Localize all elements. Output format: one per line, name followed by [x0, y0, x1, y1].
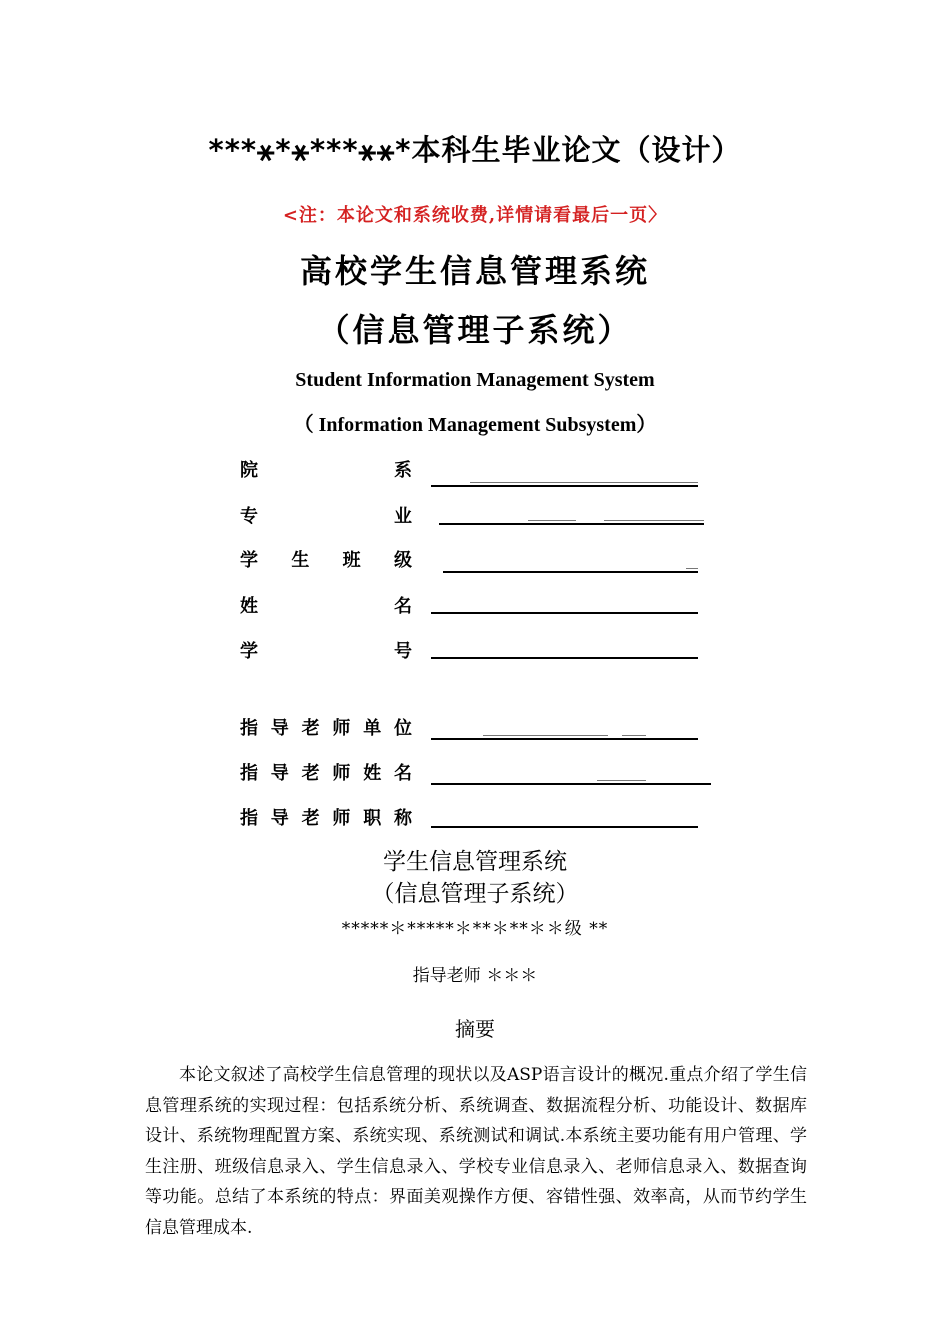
field-line-advisor-name[interactable]: [431, 783, 711, 785]
field-label-department: 院 系: [240, 460, 412, 481]
field-line-advisor-unit-mark-2: [622, 735, 646, 736]
abstract-title: 摘要: [455, 1017, 495, 1041]
field-line-advisor-unit-mark-1: [483, 735, 608, 736]
field-line-class[interactable]: [443, 571, 698, 573]
field-label-student-id: 学 号: [240, 641, 412, 662]
author-line: *****＊*****＊**＊**＊＊级 **: [341, 919, 609, 939]
cover-title-en: Student Information Management System: [295, 369, 655, 391]
field-label-name: 姓 名: [240, 596, 412, 617]
thesis-header-title: ***⚹*⚹***⚹⚹*本科生毕业论文（设计）: [208, 133, 742, 167]
field-label-advisor-unit: 指 导 老 师 单 位: [240, 718, 412, 739]
fee-note: <注：本论文和系统收费,详情请看最后一页〉: [282, 205, 668, 226]
field-line-advisor-unit[interactable]: [431, 738, 698, 740]
field-line-advisor-name-mark: [597, 780, 646, 781]
body-title: 学生信息管理系统: [383, 849, 567, 875]
field-label-advisor-name: 指 导 老 师 姓 名: [240, 763, 412, 784]
field-line-student-id[interactable]: [431, 657, 698, 659]
abstract-text: 本论文叙述了高校学生信息管理的现状以及ASP语言设计的概况.重点介绍了学生信息管理系统的实现过程：包括系统分析、系统调查、数据流程分析、功能设计、数据库设计、系统物理配置方案、系统实现、系统测试和调试.本系统主要功能有用户管理、学生注册、班级信息录入、学生信息录入、学校专业信息录入、老师信息录入、数据查询等功能。总结了本系统的特点：界面美观操作方便、容错性强、效率高，从而节约学生信息管理成本.: [145, 1065, 807, 1238]
field-line-department[interactable]: [431, 485, 698, 487]
cover-title-cn: 高校学生信息管理系统: [299, 252, 650, 290]
field-line-department-mark: [470, 482, 698, 483]
field-label-class: 学 生 班 级: [240, 550, 412, 571]
body-subtitle: （信息管理子系统）: [371, 881, 579, 907]
field-line-major[interactable]: [439, 523, 704, 525]
field-label-major: 专 业: [240, 506, 412, 527]
cover-subtitle-cn: （信息管理子系统）: [317, 311, 633, 349]
field-label-advisor-title: 指 导 老 师 职 称: [240, 808, 412, 829]
field-line-major-mark-2: [604, 520, 704, 521]
advisor-line: 指导老师 ＊＊＊: [412, 966, 538, 986]
field-line-name[interactable]: [431, 612, 698, 614]
field-line-major-mark-1: [528, 520, 576, 521]
cover-subtitle-en: （ Information Management Subsystem）: [293, 414, 657, 436]
field-line-class-mark: [686, 568, 698, 569]
field-line-advisor-title[interactable]: [431, 826, 698, 828]
